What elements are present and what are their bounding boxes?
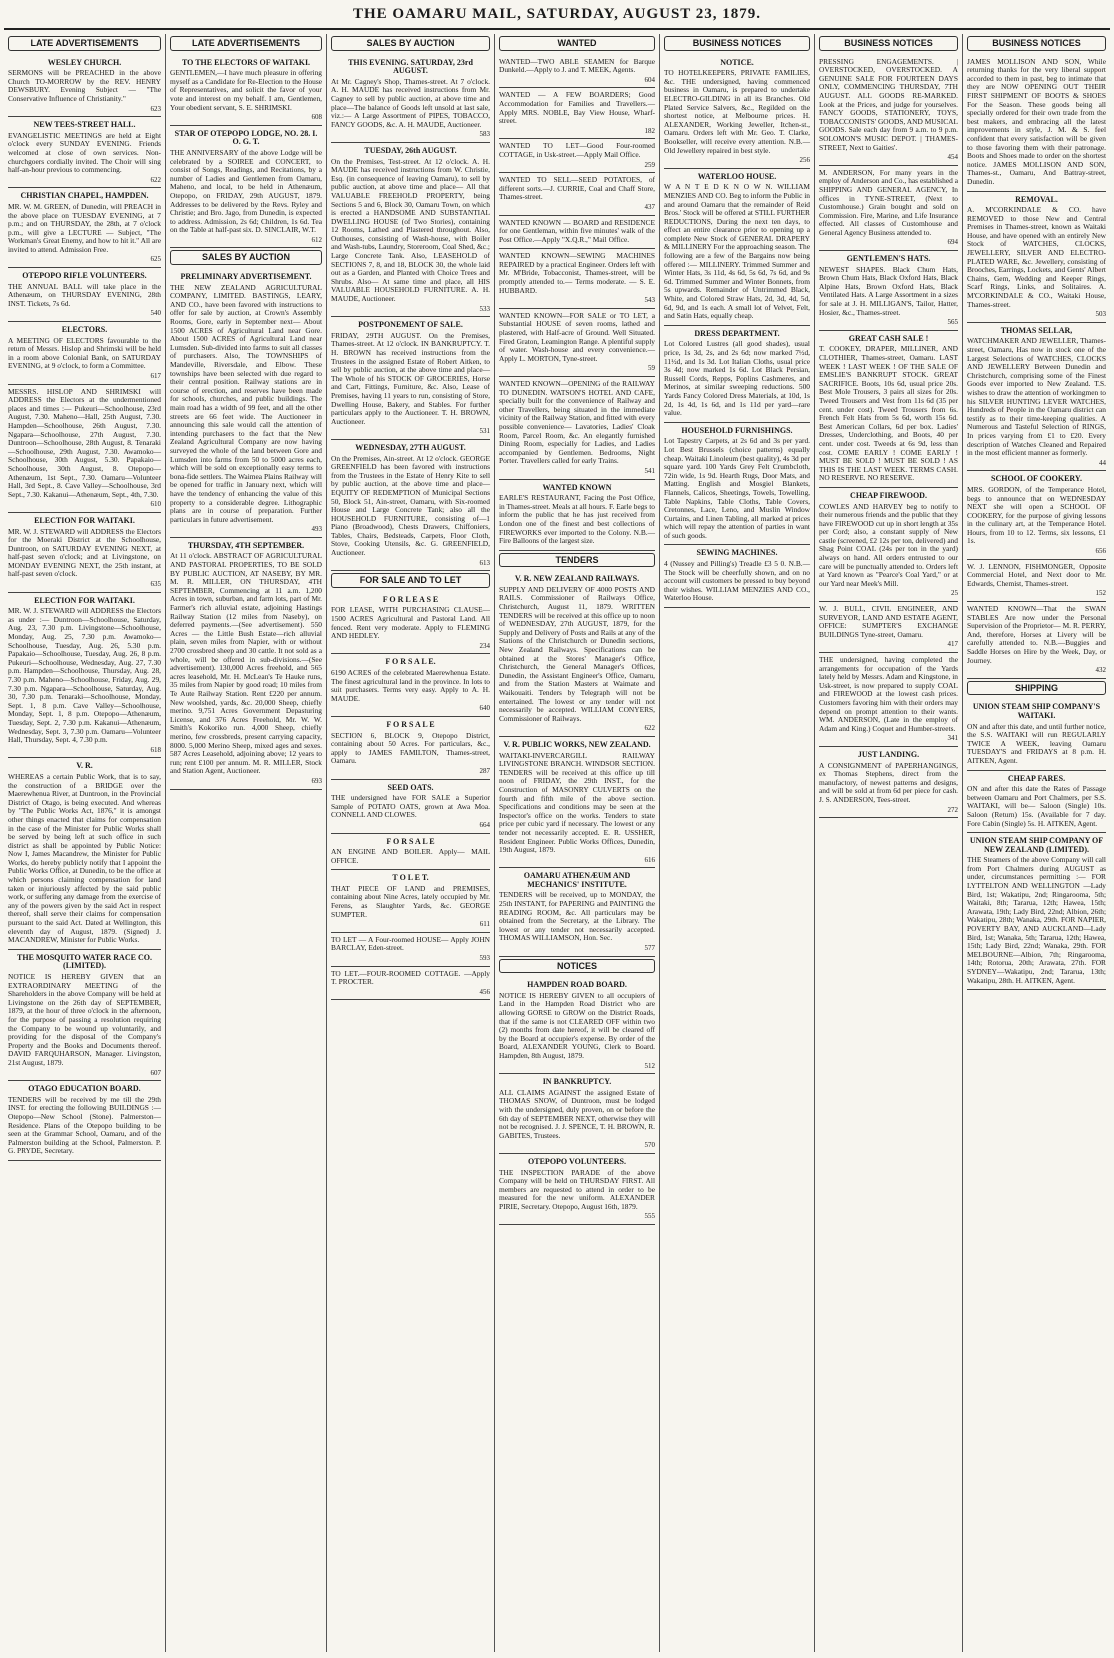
column-6-ads: [819, 55, 958, 819]
advertisement: [331, 933, 490, 967]
ad-number: 533: [479, 304, 490, 313]
ad-body: EARLE'S RESTAURANT, Facing the Post Office, in Thames-street. Meals at all hours. F. Earle begs to inform the public that he has just received from London one of the finest and best collections of FIREWORKS ever imported to the Colony. N.B.—Fire Balloons of the largest size.: [499, 493, 655, 546]
advertisement: [8, 55, 161, 118]
ad-number: 25: [951, 589, 958, 598]
ad-body: TENDERS will be received, up to MONDAY, the 25th INSTANT, for PAPERING and PAINTING the READING ROOM, &c. All particulars may be obtained from the Secretary, at the Library. The lowest or any tender not necessarily accepted. THOMAS WILLIAMSON, Hon. Sec.: [499, 890, 655, 943]
ad-body: ALL CLAIMS AGAINST the assigned Estate of THOMAS SNOW, of Duntroon, must be lodged with the undersigned, duly proven, on or before the 6th day of SEPTEMBER NEXT, otherwise they will not be recognised. J. J. SPENCE, T. H. BROWN, R. GABITES, Trustees.: [499, 1087, 655, 1140]
column-3-ads-a: [331, 55, 490, 572]
advertisement: [967, 55, 1106, 192]
advertisement: [170, 269, 322, 538]
section-header-business-5: BUSINESS NOTICES: [664, 36, 810, 51]
ad-heading: ELECTION FOR WAITAKI.: [34, 595, 135, 605]
ad-number: 693: [311, 776, 322, 785]
ad-heading: F O R L E A S E: [382, 594, 439, 604]
ad-heading: REMOVAL.: [1015, 194, 1058, 204]
advertisement: [819, 251, 958, 331]
ad-number: 577: [644, 944, 655, 953]
ad-number: 456: [479, 987, 490, 996]
section-header-notices: NOTICES: [499, 959, 655, 974]
column-7: [963, 34, 1110, 1652]
ad-body: A CONSIGNMENT of PAPERHANGINGS, ex Thomas Stephens, direct from the manufactory, of newest patterns and designs, and will be sold at from 6d per piece for cash. J. S. ANDERSON, Tees-street.: [819, 760, 958, 804]
advertisement: [819, 653, 958, 747]
ad-number: 44: [1099, 458, 1106, 467]
section-header-sales-3: SALES BY AUCTION: [331, 36, 490, 51]
ad-heading: THURSDAY, 4TH SEPTEMBER.: [187, 540, 305, 550]
masthead-rule: [4, 28, 1110, 30]
ad-heading: V. R.: [76, 761, 93, 771]
ad-number: 432: [1095, 666, 1106, 675]
ad-body: WANTED KNOWN—That the SWAN STABLES Are now under the Personal Supervision of the Proprietor— M. R. PERRY, And, therefore, Horses at Livery will be carefully attended to. N.B.—Buggies and Saddle Horses on Hire by the Week, Day, or Journey.: [967, 604, 1106, 665]
advertisement: [967, 323, 1106, 472]
ad-heading: GREAT CASH SALE !: [848, 333, 929, 343]
ad-number: 531: [479, 427, 490, 436]
ad-heading: GENTLEMEN'S HATS.: [846, 254, 931, 264]
column-6: [815, 34, 963, 1652]
ad-number: 618: [150, 745, 161, 754]
advertisement: [499, 309, 655, 377]
ad-body: NOTICE IS HEREBY GIVEN to all occupiers of Land in the Hampden Road District who are allowing GORSE to GROW on the District Roads, that if the same is not CLEARED OFF within two (2) months from date hereof, it will be cleared off by the Board at occupier's expense. By order of the Board, ALEXANDER YOUNG, Clerk to Board. Hampden, 8th August, 1879.: [499, 990, 655, 1060]
column-2-ads-a: [170, 55, 322, 249]
section-header-wanted: WANTED: [499, 36, 655, 51]
advertisement: [331, 967, 490, 1001]
ad-heading: TUESDAY, 26th AUGUST.: [364, 145, 457, 155]
ad-number: 493: [311, 525, 322, 534]
advertisement: [8, 758, 161, 949]
section-header-for-sale: FOR SALE AND TO LET: [331, 573, 490, 588]
ad-heading: IN BANKRUPTCY.: [542, 1077, 612, 1087]
ad-number: 656: [1095, 547, 1106, 556]
advertisement: [499, 249, 655, 309]
ad-number: 259: [644, 160, 655, 169]
ad-body: On the Premises, Ain-street. At 12 o'clock. GEORGE GREENFIELD has been favored with instructions from the Trustees in the Estate of Henry Kite to sell by public auction, at the above time and place— EQUITY OF REDEMPTION of Municipal Sections 50, Block 51, Ain-street, Oamaru, with Six-roomed House and Large Concrete Tank; also all the HOUSEHOLD FURNITURE, consisting of—1 Piano (Broadwood), Chests Drawers, Chiffoniers, Tables, Chairs, Bedsteads, Carpets, Floor Cloth, Stove, Cooking Utensils, &c. G. GREENFIELD, Auctioneer.: [331, 453, 490, 558]
ad-number: 555: [644, 1212, 655, 1221]
advertisement: [499, 868, 655, 956]
advertisement: [499, 173, 655, 215]
ad-number: 540: [150, 309, 161, 318]
ad-heading: ELECTION FOR WAITAKI.: [34, 515, 135, 525]
ad-heading: OAMARU ATHENÆUM AND MECHANICS' INSTITUTE.: [523, 871, 631, 889]
ad-number: 437: [644, 202, 655, 211]
ad-body: THE INSPECTION PARADE of the above Company will be held on THURSDAY FIRST. All members are requested to attend in order to be measured for the new uniform. ALEXANDER PIRIE, Secretary. Otepopo, August 16th, 1879.: [499, 1167, 655, 1211]
ad-body: WANTED—TWO ABLE SEAMEN for Barque Dunkeld.—Apply to J. and T. MEEK, Agents.: [499, 56, 655, 75]
ad-body: WANTED TO LET—Good Four-roomed COTTAGE, in Usk-street.—Apply Mail Office.: [499, 141, 655, 159]
ad-heading: THE MOSQUITO WATER RACE CO. (LIMITED).: [17, 952, 152, 971]
advertisement: [499, 88, 655, 139]
ad-body: SECTION 6, BLOCK 9, Otepopo District, containing about 50 Acres. For particulars, &c., apply to JAMES FAMILTON, Thames-street, Oamaru.: [331, 730, 490, 766]
ad-heading: SCHOOL OF COOKERY.: [991, 474, 1082, 484]
ad-number: 541: [644, 466, 655, 475]
ad-body: MR. W. J. STEWARD will ADDRESS the Electors for the Moeraki District at the Schoolhouse, Duntroon, on SATURDAY EVENING NEXT, at half-past seven o'clock; and at Livingstone, on MONDAY EVENING NEXT, the 25th instant, at half-past seven o'clock.: [8, 526, 161, 579]
column-1: [4, 34, 166, 1652]
advertisement: [8, 513, 161, 593]
ad-body: Lot Colored Lustres (all good shades), usual price, 1s 3d, 2s, and 2s 6d; now marked 7½d, 11½d, and 1s 3d. Lot Italian Cloths, usual price 3s 4d; now marked 1s 6d. Lot Black Persian, Russell Cords, Repps, Poplins Cashmeres, and Merinos, at similar sweeping reductions. 500 Yards Fancy Colored Dress Materials, at 10d, 1s 2d, 1s 4d, 1s 6d, and 1s 11d per yard—rare value.: [664, 339, 810, 418]
ad-body: MR. W. M. GREEN, of Dunedin, will PREACH in the above place on TUESDAY EVENING, at 7 p.m.; and on THURSDAY, the 28th, at 7 o'clock p.m., will give a LECTURE — Subject, "The Workman's Great Enemy, and how to hit it." All are invited to attend. Admission Free.: [8, 201, 161, 254]
ad-body: Lot Tapestry Carpets, at 2s 6d and 3s per yard. Lot Best Brussels (choice patterns) equally cheap. Waitaki Linoleum (best quality), 4s 3d per square yard. 100 Yards Grey Felt Crumbcloth, 72in wide, 1s 9d. Hearth Rugs, Door Mats, and Matting. English and Mosgiel Blankets, Flannels, Calicos, Sheetings, Towels, Towelling, Table Napkins, Table Cloths, Table Covers, Cretonnes, Lace, Leno, and Muslin Window Curtains, and Linen Tabling, all marked at prices which will repay the attention of parties in want of such goods.: [664, 436, 811, 540]
ad-heading: CHEAP FARES.: [1007, 773, 1066, 783]
ad-number: 182: [644, 126, 655, 135]
advertisement: [819, 488, 958, 602]
ad-body: WATCHMAKER AND JEWELLER, Thames-street, Oamaru, Has now in stock one of the Largest Selections of WATCHES, CLOCKS AND JEWELLERY Between Dunedin and Christchurch, comprising some of the Finest Goods ever imported to New Zealand. T.S. wishes to draw the attention of workingmen to his SILVER HUNTING LEVER WATCHES, Hundreds of People in the Oamaru district can testify as to their time-keeping qualities. A Numerous and Tasteful Selection of RINGS, In prices varying from £1 to £20. Every description of Watches Cleaned and Repaired in the most efficient manner as formerly.: [967, 336, 1106, 458]
advertisement: [331, 592, 490, 655]
advertisement: [8, 117, 161, 188]
ad-number: 593: [479, 954, 490, 963]
ad-heading: UNION STEAM SHIP COMPANY'S WAITAKI.: [972, 702, 1101, 720]
ad-body: PRESSING ENGAGEMENTS. | OVERSTOCKED, OVERSTOCKED. A GENUINE SALE FOR FOURTEEN DAYS ONLY, COMMENCING THURSDAY, 7TH AUGUST. ALL GOODS RE-MARKED. Look at the Prices, and judge for yourselves. FANCY GOODS, STATIONERY, TOYS, TOBACCONISTS' GOODS, AND MUSICAL GOODS. Sale each day from 9 a.m. to 9 p.m. SOLOMON'S MUSIC DEPOT. | THAMES-STREET, Next to Gaities'.: [819, 56, 958, 152]
advertisement: [664, 326, 810, 423]
section-header-late-ads-2: LATE ADVERTISEMENTS: [170, 36, 322, 51]
ad-heading: SEED OATS.: [387, 782, 434, 792]
column-4: [495, 34, 660, 1652]
ad-body: TO LET.—FOUR-ROOMED COTTAGE. —Apply T. PROCTER.: [331, 968, 490, 987]
ad-body: TENDERS will be received by me till the 29th INST. for erecting the following BUILDINGS :— Otepopo—New School (Stone). Palmerston—Residence. Plans of the Otepopo building to be seen at the Grammar School, Oamaru, and of the Palmerston building at the School, Palmerston. P. G. PRYDE, Secretary.: [8, 1094, 161, 1156]
ad-body: COWLES AND HARVEY beg to notify to their numerous friends and the public that they have FIREWOOD cut up in short length at 35s per Cord; also, a constant supply of New castle (screened, £2 12s per ton, delivered) and Shag Point COAL (24s per ton in the yard) always on hand. All orders entrusted to our care will be punctually attended to. Orders left at Yard known as "Pearce's Coal Yard," or at our Yard near Meek's Mill.: [819, 501, 958, 588]
advertisement: [499, 55, 655, 89]
ad-body: WANTED KNOWN—OPENING of the RAILWAY TO DUNEDIN. WATSON'S HOTEL AND CAFE, specially built for the convenience of Railway and other Travellers, being situated in the immediate vicinity of the Railway Station, and fitted with every possible convenience— Lavatories, Ladies' Cloak Room, Parcel Room, &c. An elegantly furnished Dining Room, especially for Ladies, and Ladies accompanied by Gentlemen. Bedrooms, Night Porter. Travellers called for early Trains.: [499, 379, 655, 466]
advertisement: [499, 480, 655, 551]
ad-body: THE Steamers of the above Company will call from Port Chalmers during AUGUST as under, circumstances permitting :— FOR LYTTELTON AND WELLINGTON —Lady Bird, 1st; Wakatipu, 2nd; Ringarooma, 5th; Waitaki, 8th; Tararua, 12th; Hawea, 15th; Arawata, 19th; Lady Bird, 22nd; Albion, 26th; Wakatipu, 28th; Wanaka, 29th. FOR NAPIER, POVERTY BAY, AND AUCKLAND—Lady Bird, 1st; Wanaka, 5th; Tararua, 12th; Hawea, 15th; Lady Bird, 22nd; Wanaka, 29th. FOR MELBOURNE—Albion, 7th; Ringarooma, 14th; Rotorua, 20th; Arawata, 27th. FOR SYDNEY—Wakatipu, 2nd; Tararua, 13th; Wakatipu, 28th. H. AITKEN, Agent.: [967, 855, 1106, 985]
ad-body: THE NEW ZEALAND AGRICULTURAL COMPANY, LIMITED. BASTINGS, LEARY, AND CO., have been favored with instructions to offer for sale by auction, at Crown's Assembly Rooms, Gore, early in September next— About 1500 ACRES of Agricultural Land near Gore. About 1500 ACRES of Agricultural Land near Lumsden. Sub-divided into farms to suit all classes of purchasers. Also, The TOWNSHIPS of Mandeville, Riversdale, and Elbow. These townships have been selected with due regard to their central position. Railway stations are in course of erection, and reserves have been made for schools, churches, and public buildings. The main road has a width of 99 feet, and all the other streets are 66 feet wide. The Auctioneer in announcing this sale would call the attention of intending purchasers to the fact that the New Zealand Agricultural Company are now having surveyed the whole of the land between Gore and Lumsden into farms from 50 to 5000 acres each, which will be sold on exceptionally easy terms to bona-fide settlers. The Waimea Plains Railway will be opened for traffic in January next, which will have the tendency of enhancing the value of this property to a considerable degree. Lithographic plans are in course of preparation. Further particulars in future advertisement.: [170, 282, 322, 524]
ad-body: 4 (Nussey and Pilling's) Treadle £3 5 0. N.B.—The Stock will be cheerfully shown, and on no account will customers be pressed to buy beyond their wishes. WILLIAM MENZIES AND CO., Waterloo House.: [664, 559, 810, 603]
column-3: [327, 34, 495, 1652]
ad-body: WANTED KNOWN—FOR SALE or TO LET, a Substantial HOUSE of seven rooms, lathed and plastered, with Half-acre of Ground. Well Situated. Fired Graton, Leamington Range. A plentiful supply of water. Wash-house and every convenience.—Apply L. MORTON, Tyne-street.: [499, 310, 655, 363]
ad-number: 604: [644, 75, 655, 84]
advertisement: [331, 55, 490, 143]
ad-body: WANTED — A FEW BOARDERS; Good Accommodation for Families and Travellers.—Apply MRS. NOBLE, Bay View House, Wharf-street.: [499, 90, 655, 126]
ad-body: MESSRS. HISLOP AND SHRIMSKI will ADDRESS the Electors at the undermentioned places and times :— Pukeuri—Schoolhouse, 23rd August, 7.30. Maheno—Hall, 25th August, 7.30. Hampden—Schoolhouse, 26th August, 7.30. Ngapara—Schoolhouse, 27th August, 7.30. Duntroon—Schoolhouse, 28th August, 8. Tenaraki—Schoolhouse, 29th August, 7.30. Awamoko—Schoolhouse, 30th August, 5.30. Papakaio—Schoolhouse, 30th August, 8. Otepopo—Athenæum, 1st Sept., 7.30. Oamaru—Volunteer Hall, 3rd Sept., 8. Cave Valley—Schoolhouse, 3rd Sept., 7.30. Kakanui—Athenæum, Sept., 4th, 7.30.: [8, 386, 161, 499]
ad-body: W A N T E D K N O W N. WILLIAM MENZIES AND CO. Beg to inform the Public in and around Oamaru that the remainder of Reid Bros.' Stock will be offered at STILL FURTHER REDUCTIONS, During the next ten days, to effect an entire clearance prior to opening up a complete New Stock of GENERAL DRAPERY & MILLINERY For the approaching season. The following are a few of the Bargains now being offered :— MILLINERY. Trimmed Summer and Winter Hats, 3s 11d, 4s 6d, 5s 6d, 7s 6d, and 9s 6d. Trimmed Summer and Winter Bonnets, from 5s upwards. Remainder of Untrimmed Black, White, and Colored Straw Hats, 2d, 3d, 4d, 5d, 6d, 9d, and 1s each. A small lot of Velvet, Felt, and Satin Hats, equally cheap.: [664, 182, 810, 321]
advertisement: [170, 126, 322, 249]
advertisement: [664, 423, 810, 546]
ad-body: NOTICE IS HEREBY GIVEN that an EXTRAORDINARY MEETING of the Shareholders in the above Company will be held at Livingstone on the 26th day of SEPTEMBER, 1879, at the hour of three o'clock in the afternoon, for the purpose of passing a resolution requiring the Company to be wound up voluntarily, and providing for the disposal of the Company's Property and the Books and Documents thereof. DAVID FARQUHARSON, Manager. Livingston, 21st August, 1879.: [8, 972, 161, 1067]
ad-heading: F O R S A L E.: [385, 657, 436, 667]
advertisement: [8, 322, 161, 385]
ad-number: 59: [648, 364, 655, 373]
column-7-ads-a: [967, 55, 1106, 679]
section-header-business-7: BUSINESS NOTICES: [967, 36, 1106, 51]
ad-heading: WESLEY CHURCH.: [47, 57, 122, 67]
ad-number: 234: [479, 641, 490, 650]
advertisement: [967, 771, 1106, 834]
ad-number: 611: [479, 920, 490, 929]
ad-body: THE ANNIVERSARY of the above Lodge will be celebrated by a SOIREE and CONCERT, to consist of Songs, Readings, and Recitations, by a number of Ladies and Gentlemen from Oamaru, Maheno, and local, to be held in Athenæum, Otepopo, on FRIDAY, 29th AUGUST, 1879. Addresses to be delivered by the Revs. Ryley and Christie; and Bro. Jago, from Dunedin, is expected to address. Admission, 2s 6d; Children, 1s 6d. Tea on the Table at half-past six. D. SINCLAIR, W.T.: [170, 147, 322, 235]
ad-number: 622: [644, 724, 655, 733]
column-1-ads: [8, 55, 161, 1161]
ad-number: 341: [947, 734, 958, 743]
column-4-ads-b: [499, 571, 655, 956]
advertisement: [331, 834, 490, 871]
advertisement: [819, 331, 958, 488]
ad-heading: NEW TEES-STREET HALL.: [33, 120, 136, 130]
advertisement: [819, 747, 958, 818]
advertisement: [967, 560, 1106, 602]
ad-body: FRIDAY, 29TH AUGUST. On the Premises, Thames-street. At 12 o'clock. IN BANKRUPTCY. T. H. BROWN has received instructions from the Trustees in the assigned Estate of Robert Aitken, to sell by public auction, at the above time and place— The Whole of his STOCK OF GROCERIES, Horse and Cart, Fittings, Furniture, &c. Also, Lease of Premises, having 11 years to run, consisting of Store, Dwelling House, Bakery, and Stables. For further particulars apply to the Auctioneer. T. H. BROWN, Auctioneer.: [331, 330, 490, 426]
advertisement: [499, 139, 655, 173]
ad-heading: JUST LANDING.: [857, 749, 920, 759]
ad-body: WHEREAS a certain Public Work, that is to say, the construction of a BRIDGE over the Maerewhenua River, at Duntroon, in the Provincial District of Otago, is being executed. And whereas by "The Public Works Act, 1876," it is amongst other things enacted that claims for compensation in the case of the Minister for Public Works shall be served by being left at such office in such district as shall be appointed by Public Notice: Now I, James Macandrew, the Minister for Public Works, do hereby publicly notify that I appoint the Public Works Office, at Dunedin, to be the office at which persons claiming compensation for land taken or injuriously affected by the said public work, or suffering any damage from the exercise of any of the powers given by the said Act in respect thereof, shall serve their claims for compensation pursuant to the said Act. Dated at Wellington, this eleventh day of August, 1879. (Signed) J. MACANDREW, Minister for Public Works.: [8, 771, 161, 945]
ad-body: MRS. GORDON, of the Temperance Hotel, begs to announce that on WEDNESDAY NEXT she will open a SCHOOL OF COOKERY, for the purpose of giving lessons in the culinary art, at the Temperance Hotel. Hours, from 10 to 12. Terms, six lessons, £1 1s.: [967, 484, 1106, 546]
ad-number: 570: [644, 1141, 655, 1150]
advertisement: [8, 593, 161, 759]
ad-heading: OTEPOPO RIFLE VOLUNTEERS.: [22, 271, 147, 281]
ad-body: W. J. BULL, CIVIL ENGINEER, AND SURVEYOR, LAND AND ESTATE AGENT, OFFICE: SUMPTER'S EXCHANGE BUILDINGS Tyne-street, Oamaru.: [819, 604, 958, 639]
ad-number: 616: [644, 855, 655, 864]
advertisement: [331, 780, 490, 834]
ad-number: 583: [479, 130, 490, 139]
ad-body: GENTLEMEN,—I have much pleasure in offering myself as a Candidate for Re-Election to the House of Representatives, and solicit the favor of your vote and interest on my behalf. I am, Gentlemen, Your obedient servant, S. E. SHRIMSKI.: [170, 68, 322, 112]
ad-heading: POSTPONEMENT OF SALE.: [358, 320, 463, 330]
ad-number: 607: [150, 1068, 161, 1077]
ad-number: 256: [799, 156, 810, 165]
column-5: [660, 34, 815, 1652]
advertisement: [8, 385, 161, 513]
advertisement: [819, 602, 958, 653]
ad-body: W. J. LENNON, FISHMONGER, Opposite Commercial Hotel, and Next door to Mr. Edwards, Chemist, Thames-street.: [967, 561, 1106, 588]
ad-heading: THIS EVENING. SATURDAY, 23rd AUGUST.: [348, 57, 473, 76]
ad-number: 613: [479, 558, 490, 567]
ad-heading: THOMAS SELLAR,: [1000, 325, 1073, 335]
ad-number: 512: [644, 1061, 655, 1070]
ad-body: EVANGELISTIC MEETINGS are held at Eight o'clock every SUNDAY EVENING. Friends welcomed at close of own services. Non-churchgoers cordially invited. The Choir will sing half-an-hour previous to commencing.: [8, 130, 161, 175]
ad-heading: TO THE ELECTORS OF WAITAKI.: [181, 57, 311, 67]
ad-number: 565: [947, 318, 958, 327]
ad-number: 612: [311, 235, 322, 244]
column-4-ads-a: [499, 55, 655, 551]
ad-body: WAITAKI-INVERCARGILL RAILWAY LIVINGSTONE BRANCH. WINDSOR SECTION. TENDERS will be received at this office up till noon of FRIDAY, the 29th INST., for the Construction of MASONRY CULVERTS on the fourth and fifth mile of the above section. Specifications and conditions may be seen at the Inspector's office on the works. Tenders to state price per cubic yard if necessary. The lowest or any tender not necessarily accepted. E. R. USSHER, Resident Engineer. Public Works Offices, Dunedin, 19th August, 1879.: [499, 750, 655, 855]
masthead: THE OAMARU MAIL, SATURDAY, AUGUST 23, 1879.: [352, 6, 762, 22]
ad-body: ON and after this date the Rates of Passage between Oamaru and Port Chalmers, per S.S. WAITAKI, will be— Saloon (Single) 10s. Saloon (Return) 15s. (Available for 7 day. Fore Cabin (Single) 5s. H. AITKEN, Agent.: [967, 784, 1106, 828]
ad-number: 417: [947, 640, 958, 649]
advertisement: [967, 699, 1106, 770]
advertisement: [331, 143, 490, 317]
advertisement: [664, 545, 810, 608]
ad-heading: OTAGO EDUCATION BOARD.: [28, 1084, 141, 1094]
ad-heading: V. R. PUBLIC WORKS, NEW ZEALAND.: [503, 739, 651, 749]
ad-number: 625: [150, 255, 161, 264]
ad-body: FOR LEASE, WITH PURCHASING CLAUSE— 1500 ACRES Agricultural and Pastoral Land. All fenced. Rent very moderate. Apply to FLEMING AND HEDLEY.: [331, 605, 490, 641]
ad-body: THE undersigned, having completed the arrangements for occupation of the Yards lately held by Messrs. Adam and Kingstone, in Usk-street, is now prepared to supply COAL and FIREWOOD at the lowest cash prices. Customers favoring him with their orders may depend on prompt attention to their wants. WM. ANDERSON, (Late in the employ of Adam and King.) Coquet and Humber-streets.: [819, 655, 958, 733]
ad-body: MR. W. J. STEWARD will ADDRESS the Electors as under :— Duntroon—Schoolhouse, Saturday, Aug. 23, 7.30 p.m. Livingstone—Schoolhouse, Monday, Aug. 25, 7.30 p.m. Awamoko—Schoolhouse, Tuesday, Aug. 26, 5.30 p.m. Papakaio—Schoolhouse, Tuesday, Aug. 26, 8 p.m. Pukeuri—Schoolhouse, Wednesday, Aug. 27, 7.30 p.m. Hampden—Schoolhouse, Thursday, Aug. 28, 7.30 p.m. Maheno—Schoolhouse, Friday, Aug. 29, 7.30 p.m. Ngapara—Schoolhouse, Saturday, Aug. 30, 7.30 p.m. Tenaraki—Schoolhouse, Monday, Sept. 1, 8 p.m. Cave Valley—Schoolhouse, Monday, Sept. 1, 8 p.m. Otepopo—Athenæum, Tuesday, Sept. 2, 7.30 p.m. Kakanui—Athenæum, Wednesday, Sept. 3, 7.30 p.m. Oamaru—Volunteer Hall, Thursday, Sept. 4, 7.30 p.m.: [8, 606, 161, 745]
ad-heading: WATERLOO HOUSE.: [697, 171, 777, 181]
ad-body: THAT PIECE OF LAND and PREMISES, containing about Nine Acres, lately occupied by Mr. Ferens, as Slaughter Yards, &c. GEORGE SUMPTER.: [331, 883, 490, 919]
ad-body: ON and after this date, and until further notice, the S.S. WAITAKI will run REGULARLY TWICE A WEEK, leaving Oamaru TUESDAY'S and FRIDAYS at 8 p.m. H. AITKEN, Agent.: [967, 721, 1106, 765]
ad-heading: WEDNESDAY, 27TH AUGUST.: [355, 442, 466, 452]
advertisement: [967, 192, 1106, 323]
ad-body: TO LET — A Four-roomed HOUSE— Apply JOHN BARCLAY, Eden-street.: [331, 934, 490, 953]
advertisement: [331, 870, 490, 933]
ad-heading: CHRISTIAN CHAPEL, HAMPDEN.: [20, 191, 149, 201]
advertisement: [170, 55, 322, 126]
ad-number: 152: [1095, 589, 1106, 598]
ad-body: A. M'CORKINDALE & CO. have REMOVED to those New and Central Premises in Thames-street, known as Waitaki House, and have opened with an entirely New Stock of WATCHES, CLOCKS, JEWELLERY, SILVER AND ELECTRO-PLATED WARE, &c. Jewellery, consisting of Brooches, Earrings, Lockets, and Gents' Albert Chains, Gem, Wedding and Keeper Rings, Scarf Rings, Links, and Solitaires. A. M'CORKINDALE & CO., Waitaki House, Thames-street.: [967, 205, 1106, 309]
advertisement: [8, 950, 161, 1081]
advertisement: [499, 1074, 655, 1154]
ad-body: A MEETING OF ELECTORS favourable to the return of Messrs. Hislop and Shrimski will be held in a room above Colonial Bank, on SATURDAY EVENING, at 9 o'clock, to form a Committee.: [8, 335, 161, 371]
ad-heading: DRESS DEPARTMENT.: [694, 328, 780, 338]
section-header-late-ads: LATE ADVERTISEMENTS: [8, 36, 161, 51]
advertisement: [819, 166, 958, 251]
ad-body: M. ANDERSON, For many years in the employ of Anderson and Co., has established a SHIPPING AND GENERAL AGENCY, In offices in TYNE-STREET, (Next to Customhouse.) Grain bought and sold on Commission. Fire, Marine, and Life Insurance effected. All classes of Customhouse and General Agency Business attended to.: [819, 167, 958, 237]
column-2: [166, 34, 327, 1652]
advertisement: [331, 440, 490, 571]
ad-number: 543: [644, 296, 655, 305]
advertisement: [499, 377, 655, 480]
column-3-ads-b: [331, 592, 490, 1001]
ad-heading: UNION STEAM SHIP COMPANY OF NEW ZEALAND (LIMITED).: [969, 836, 1104, 854]
advertisement: [170, 538, 322, 790]
ad-body: WANTED TO SELL—SEED POTATOES, of different sorts.—J. CURRIE, Coal and Chaff Store, Thames-street.: [499, 175, 655, 202]
ad-body: JAMES MOLLISON AND SON, While returning thanks for the very liberal support accorded to them in past, beg to intimate that they are NOW OPENING OUT THEIR FIRST SHIPMENT OF BOOTS & SHOES For the Season. These goods being all specially ordered for their own trade from the best makers, and embracing all the latest improvements in style, J. M. & S. feel confident that every satisfaction will be given to those favoring them with their patronage. Boots and Shoes made to order on the shortest notice. JAMES MOLLISON AND SON, Thames-st., Oamaru, And Battray-street, Dunedin.: [967, 56, 1106, 186]
ad-number: 272: [947, 805, 958, 814]
ad-body: 6190 ACRES of the celebrated Maerewhenua Estate. The finest agricultural land in the province. In lots to suit purchasers. Terms very easy. Apply to A. H. MAUDE.: [331, 668, 490, 703]
ad-number: 287: [479, 766, 490, 775]
advertisement: [967, 602, 1106, 679]
advertisement: [8, 1081, 161, 1161]
ad-number: 608: [311, 113, 322, 122]
section-header-tenders: TENDERS: [499, 553, 655, 568]
ad-body: WANTED KNOWN — BOARD and RESIDENCE for one Gentleman, within five minutes' walk of the Post Office.—Apply "X.Q.R.," Mail Office.: [499, 217, 655, 244]
section-header-shipping: SHIPPING: [967, 681, 1106, 696]
advertisement: [499, 977, 655, 1074]
column-2-ads-b: [170, 269, 322, 789]
ad-body: On the Premises, Test-street. At 12 o'clock. A. H. MAUDE has received instructions from W. Christie, Esq. (in consequence of leaving Oamaru), to sell by public auction, at above time and place— All that VALUABLE FREEHOLD PROPERTY, being Sections 5 and 6, Block 30, Oamaru Town, on which is erected a HANDSOME AND SUBSTANTIAL DWELLING HOUSE (of Two Stories), containing 12 Rooms, Lathed and Plastered throughout. Also, Outhouses, consisting of Wash-house, with Boiler and Wash-tubs, Laundry, Storeroom, Coal Shed, &c.; Large Concrete Tank. Also, LEASEHOLD of SECTIONS 7, 8, and 18, BLOCK 30, the whole laid out as a Garden, and Planted with Choice Trees and Shrubs. Also— At same time and place, all HIS VALUABLE HOUSEHOLD FURNITURE. A. H. MAUDE, Auctioneer.: [331, 156, 490, 304]
ad-number: 622: [150, 175, 161, 184]
ad-number: 635: [150, 580, 161, 589]
ad-body: SERMONS will be PREACHED in the above Church TO-MORROW by the REV. HENRY DEWSBURY. Evening Subject — "The Conservative Influence of Christianity.": [8, 68, 161, 103]
ad-body: T. COOKEY, DRAPER, MILLINER, AND CLOTHIER, Thames-street, Oamaru. LAST WEEK ! LAST WEEK ! OF THE SALE OF EMSLIE'S BANKRUPT STOCK. GREAT SACRIFICE. Boots, 10s 6d, usual price 20s. Best Mole Trousers, 3 pairs all sizes for 20s. Tweed Trousers and Vest from 11s 6d (35 per cent. under cost). Tweed Trousers from 6s. French Felt Hats from 5s 6d, worth 15s 6d. Best American Collars, 6d per box. Ladies' Dresses, Underclothing, and Boots, 40 per cent. under cost. Tweeds at 6s 9d, less than cost. COME EARLY ! COME EARLY ! MUST BE SOLD ! MUST BE SOLD ! AS THIS IS THE LAST WEEK. TERMS CASH. NO RESERVE. NO RESERVE.: [819, 344, 958, 483]
ad-heading: STAR OF OTEPOPO LODGE, NO. 28. I. O. G. T.: [174, 128, 318, 147]
advertisement: [499, 1154, 655, 1225]
column-5-ads: [664, 55, 810, 608]
ad-heading: HAMPDEN ROAD BOARD.: [527, 980, 627, 990]
ad-number: 694: [947, 238, 958, 247]
ad-heading: NOTICE.: [720, 57, 754, 67]
advertisement: [331, 654, 490, 717]
advertisement: [819, 55, 958, 166]
ad-number: 664: [479, 820, 490, 829]
ad-body: THE undersigned have FOR SALE a Superior Sample of POTATO OATS, grown at Awa Moa. CONNELL AND CLOWES.: [331, 793, 490, 820]
advertisement: [664, 169, 810, 326]
ad-number: 610: [150, 500, 161, 509]
ad-body: SUPPLY AND DELIVERY OF 4000 POSTS AND RAILS. Commissioner of Railways Office, Christchurch, August 11, 1879. WRITTEN TENDERS will be received at this office up to noon of WEDNESDAY, 27th AUGUST, 1879, for the Supply and Delivery of Posts and Rails at any of the Stations of the Christchurch or Dunedin sections, New Zealand Railways. Specifications can be obtained at the Stores' Manager's Office, Christchurch, the General Manager's Offices, Dunedin, the Assistant Engineer's Office, Oamaru, and from the Station Masters at Waimate and Waikouaiti. Tenders by Telegraph will not be entertained. The lowest or any tender will not necessarily be accepted. WILLIAM CONYERS, Commissioner of Railways.: [499, 584, 655, 723]
ad-heading: CHEAP FIREWOOD.: [850, 490, 927, 500]
ad-body: THE ANNUAL BALL will take place in the Athenæum, on THURSDAY EVENING, 28th INST. Tickets, 7s 6d.: [8, 281, 161, 308]
section-header-sales-2: SALES BY AUCTION: [170, 250, 322, 265]
ad-body: AN ENGINE AND BOILER. Apply— MAIL OFFICE.: [331, 847, 490, 865]
ad-number: 454: [947, 153, 958, 162]
column-7-ads-b: [967, 699, 1106, 990]
ad-heading: SEWING MACHINES.: [696, 548, 778, 558]
ad-number: 640: [479, 704, 490, 713]
ad-body: TO HOTELKEEPERS, PRIVATE FAMILIES, &c. THE undersigned, having commenced business in Oamaru, is prepared to undertake ELECTRO-GILDING in all its Branches. Old Plated Service Salvers, &c., Regilded on the shortest notice, at Melbourne prices. H. ALEXANDER, Working Jeweller, Itchen-st., Oamaru. Orders left with Mr. Geo. T. Clarke, Bookseller, will receive every attention. N.B.—Old Jewellery repaired in best style.: [664, 68, 810, 155]
advertisement: [331, 717, 490, 780]
ad-body: At 11 o'clock. ABSTRACT OF AGRICULTURAL AND PASTORAL PROPERTIES, TO BE SOLD BY PUBLIC AUCTION, AT NASEBY, BY MR. M. R. MILLER, ON THURSDAY, 4TH SEPTEMBER, Commencing at 11 a.m. 1,200 Acres in town, suburban, and farm lots, part of Mr. Farmer's rich alluvial estate, adjoining Hastings Railway Station (12 miles from Naseby), on deferred payments.—(See advertisement). 550 Acres — the Little Bush Estate—rich alluvial plain, seven miles from Napier, with or without 2700 crossbred sheep and 30 cattle. It not sold as a whole, will be offered in sub-divisions.—(See advertisement). 130,000 Acres freehold, and 565 acres leasehold, Mr. H. McLean's Te Hauke runs, 35 miles from Napier by good road; 10 miles from Te Aute Railway Station. Rent £220 per annum. New woolshed, yards, &c. 20,000 Sheep, chiefly merino. 9,751 Acres Government Depasturing License, and 376 Acres Freehold, Mr. W. W. Smith's Kokoriko run. 4,000 Sheep, chiefly merino, few crossbreds, present carrying capacity, 8000. 5,000 Merino Sheep, mixed ages and sexes. 587 Acres Leasehold, adjoining above; 12 years to run; rent £100 per annum. M. R. MILLER, Stock and Station Agent, Auctioneer.: [170, 551, 322, 776]
ad-heading: T O L E T.: [392, 873, 429, 883]
ad-heading: F O R S A L E: [386, 719, 435, 729]
advertisement: [331, 317, 490, 440]
ad-body: At Mr. Cagney's Shop, Thames-street. At 7 o'clock. A. H. MAUDE has received instructions from Mr. Cagney to sell by public auction, at above time and place—The balance of Goods left unsold at last sale, viz.:— A Large Assortment of PIPES, TOBACCO, FANCY GOODS, &c. A. H. MAUDE, Auctioneer.: [331, 76, 490, 129]
advertisement: [499, 571, 655, 737]
advertisement: [664, 55, 810, 169]
ad-heading: OTEPOPO VOLUNTEERS.: [528, 1156, 626, 1166]
ad-heading: F O R S A L E: [386, 836, 435, 846]
ad-heading: HOUSEHOLD FURNISHINGS.: [681, 425, 793, 435]
advertisement: [8, 268, 161, 322]
ad-heading: PRELIMINARY ADVERTISEMENT.: [180, 272, 312, 282]
ad-body: NEWEST SHAPES. Black Chum Hats, Brown Chum Hats, Black Oxford Hats, Black Alpine Hats, Brown Oxford Hats, Black Ventilated Hats. A Large Assortment in a sizes for sale at J. H. MILLIGAN'S, Tailor, Hatter, Hosier, &c., Thames-street.: [819, 264, 958, 317]
ad-body: WANTED KNOWN—SEWING MACHINES REPAIRED by a practical Engineer. Orders left with Mr. M'Bride, Tobacconist, Thames-street, will be promptly attended to.— Terms moderate. — S. E. HUBBARD.: [499, 251, 655, 295]
advertisement: [499, 216, 655, 250]
advertisement: [967, 471, 1106, 559]
column-4-ads-c: [499, 977, 655, 1225]
ad-heading: WANTED KNOWN: [542, 482, 612, 492]
ad-heading: ELECTORS.: [61, 325, 108, 335]
section-header-business-6: BUSINESS NOTICES: [819, 36, 958, 51]
advertisement: [967, 833, 1106, 990]
ad-number: 623: [150, 104, 161, 113]
ad-number: 503: [1095, 310, 1106, 319]
ad-number: 617: [150, 372, 161, 380]
advertisement: [499, 737, 655, 868]
ad-heading: V. R. NEW ZEALAND RAILWAYS.: [514, 574, 640, 584]
advertisement: [8, 188, 161, 268]
